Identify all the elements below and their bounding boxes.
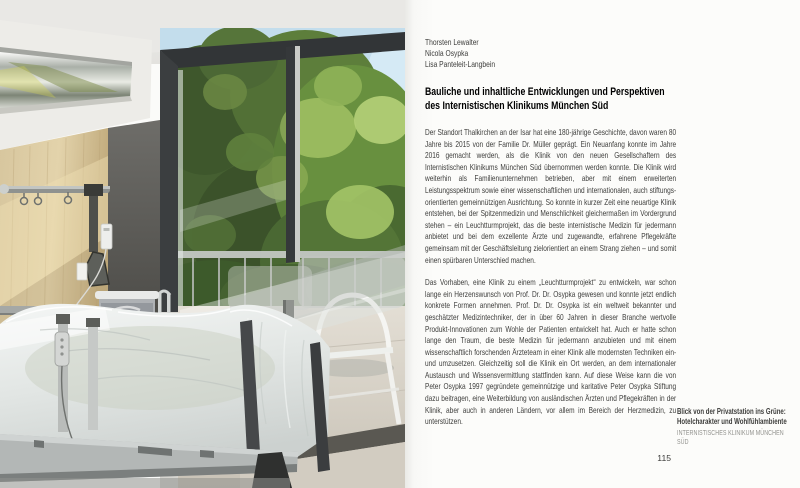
chapter-heading-line1: Bauliche und inhaltliche Entwicklungen und Perspektiven: [425, 86, 665, 98]
authors-block: [425, 37, 676, 69]
caption-line2: Hotelcharakter und Wohlfühlambiente: [677, 416, 787, 426]
chapter-heading: [425, 86, 676, 113]
chapter-heading-line2: des Internistischen Klinikums München Süd: [425, 99, 609, 112]
caption-source: INTERNISTISCHES KLINIKUM MÜNCHEN SÜD: [677, 429, 784, 447]
body-paragraph: Das Vorhaben, eine Klinik zu einem „Leuchtturmprojekt“ zu entwickeln, war schon lange ein Herzenswunsch von Prof. Dr. Dr. Osypka gewesen und konnte jetzt endlich konkrete Formen annehmen. Prof. Dr. Dr. Osypka ist ein weltweit bekannter und geschätzter Medizintechniker, der in über 60 Jahren in dieser Branche wertvolle Produkt-Innovationen zum Wohle der Patienten entwickelt hat. Auch er hatte schon lange den Traum, die beste Medizin für jedermann anzubieten und mit einem wissenschaftlich forschenden Ärzteteam in einer Klinik alle modernsten Techniken ein- und umzusetzen. Gleichzeitig soll die Klinik ein Ort werden, an dem internationaler Austausch und Wissensvermittlung stattfinden kann. Auf diese Weise kann die von Peter Osypka 1997 gegründete gemeinnützige und karitative Peter Osypka Stiftung dazu beitragen, eine Weiterbildung von ausländischen Ärzten und Pflegekräften in der Klinik, aber auch in anderen Ländern, vor allem im Bereich der Herzmedizin, zu unterstützen.: [425, 277, 677, 427]
body-paragraph: Der Standort Thalkirchen an der Isar hat eine 180-jährige Geschichte, davon waren 80 Jahre bis 2015 von der Familie Dr. Müller geprägt. Ein Neuanfang konnte im Jahre 2016 gemacht werden, als die Klinik von den neuen Gesellschaftern des Internistischen Klinikums München Süd übernommen werden konnte. Die Klinik wird weiterhin als Familienunternehmen betrieben, aber mit einem erweiterten Leistungsspektrum sowie einer wissenschaftlichen und internationalen, auch stiftungs-orientierten gemeinnützigen Ausrichtung. So konnte in kurzer Zeit eine neuartige Klinik entstehen, bei der Spitzenmedizin und Menschlichkeit gleichermaßen im Vordergrund stehen – ein Leuchtturmprojekt, das die beste internistische Medizin für jedermann anbietet und bei dem exzellente Ärzte und zugewandte, erfahrene Pflegekräfte gemeinsam mit der Geschäftsleitung zielorientiert an einem Strang ziehen – und somit einen spürbaren Unterschied machen.: [425, 127, 677, 265]
margin-caption: [677, 407, 796, 448]
body-text: [425, 127, 676, 439]
author-line: Lisa Panteleit-Langbein: [425, 58, 496, 69]
hospital-bed: [0, 304, 330, 488]
page-number: 115: [657, 453, 671, 463]
caption-line1: Blick von der Privatstation ins Grüne:: [677, 407, 786, 416]
author-line: Nicola Osypka: [425, 47, 469, 58]
right-page: [405, 0, 800, 488]
author-line: Thorsten Lewalter: [425, 37, 479, 47]
